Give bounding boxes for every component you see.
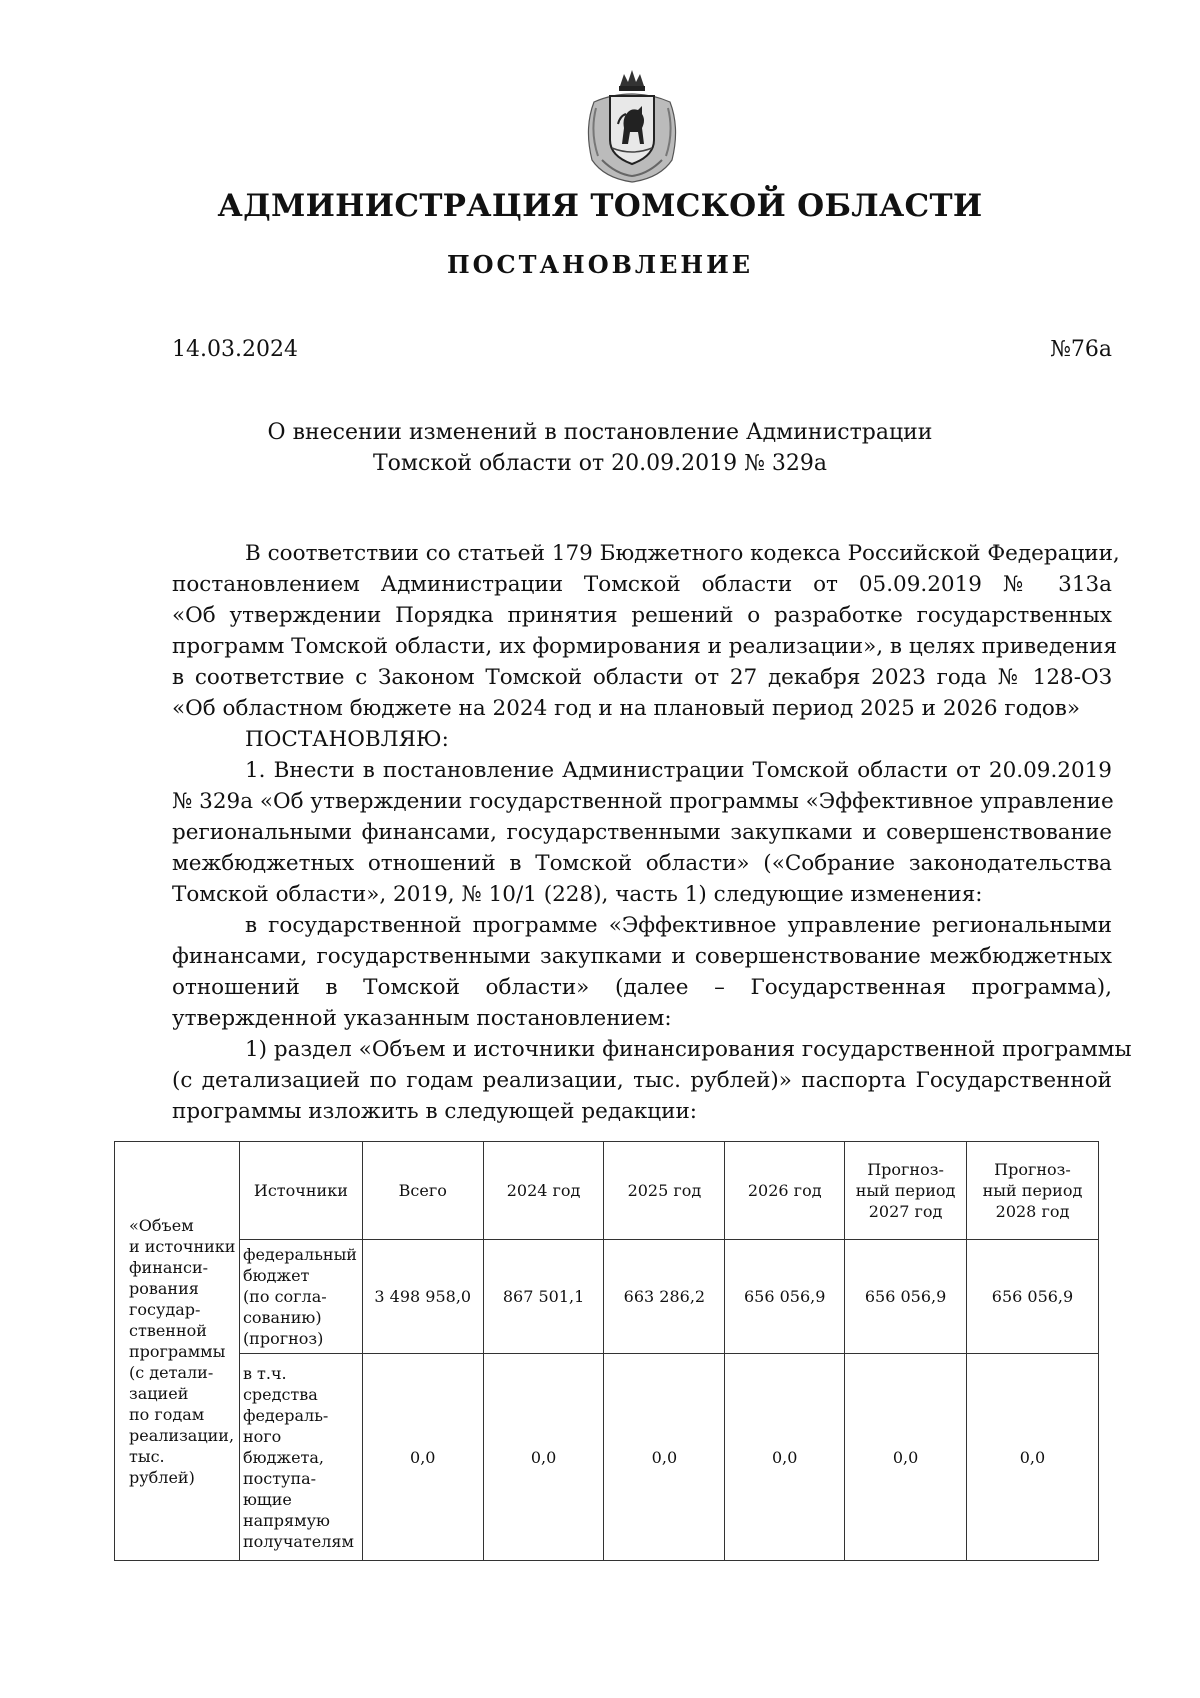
body-line: в соответствие с Законом Томской области от 27 декабря 2023 года № 128-ОЗ (172, 665, 1112, 690)
body-line: (с детализацией по годам реализации, тыс. рублей)» паспорта Государственной (172, 1068, 1112, 1093)
header-2024 (483, 1142, 604, 1240)
source-label: федеральный бюджет (по согла- сованию) (прогноз) (242, 1245, 357, 1348)
document-subject (0, 417, 1200, 479)
header-label: Прогноз- ный период 2027 год (855, 1160, 956, 1221)
subject-line: Томской области от 20.09.2019 № 329а (372, 451, 828, 476)
body-line: программы изложить в следующей редакции: (172, 1099, 698, 1124)
header-2027 (845, 1142, 967, 1240)
value-cell: 3 498 958,0 (362, 1240, 483, 1354)
value-cell: 0,0 (483, 1354, 604, 1561)
body-line: региональными финансами, государственными закупками и совершенствование (172, 820, 1112, 845)
body-line: Томской области», 2019, № 10/1 (228), часть 1) следующие изменения: (172, 882, 983, 907)
body-line: отношений в Томской области» (далее – Государственная программа), (172, 975, 1112, 1000)
value-cell: 656 056,9 (725, 1240, 845, 1354)
value-cell: 0,0 (362, 1354, 483, 1561)
value-cell: 867 501,1 (483, 1240, 604, 1354)
value-cell: 656 056,9 (845, 1240, 967, 1354)
org-title: АДМИНИСТРАЦИЯ ТОМСКОЙ ОБЛАСТИ (217, 188, 983, 224)
header-label: Источники (253, 1181, 348, 1200)
document-type: ПОСТАНОВЛЕНИЕ (446, 250, 754, 279)
header-label: 2025 год (627, 1181, 702, 1200)
body-line: в государственной программе «Эффективное управление региональными (245, 913, 1112, 938)
body-line: В соответствии со статьей 179 Бюджетного кодекса Российской Федерации, (245, 541, 1120, 566)
value-cell: 0,0 (966, 1354, 1098, 1561)
header-label: Всего (398, 1181, 447, 1200)
value-cell: 656 056,9 (966, 1240, 1098, 1354)
body-line: межбюджетных отношений в Томской области» («Собрание законодательства (172, 851, 1112, 876)
source-label: в т.ч. средства федераль- ного бюджета, поступа- ющие напрямую получателям (242, 1363, 354, 1551)
body-line: 1) раздел «Объем и источники финансирования государственной программы (245, 1037, 1132, 1062)
lead-label: «Объем и источники финанси- рования государ- ственной программы (с детали- зацией по годам реализации, тыс. рублей) (129, 1215, 236, 1487)
table-lead-cell (115, 1142, 240, 1561)
header-2025 (604, 1142, 725, 1240)
body-line: финансами, государственными закупками и совершенствование межбюджетных (172, 944, 1112, 969)
header-label: 2026 год (747, 1181, 822, 1200)
body-line: постановлением Администрации Томской области от 05.09.2019 № 313а (172, 572, 1112, 597)
subject-line: О внесении изменений в постановление Администрации (267, 420, 933, 445)
header-label: Прогноз- ный период 2028 год (982, 1160, 1083, 1221)
value-cell: 663 286,2 (604, 1240, 725, 1354)
body-line: «Об утверждении Порядка принятия решений о разработке государственных (172, 603, 1112, 628)
header-sources (239, 1142, 362, 1240)
resolution-word: ПОСТАНОВЛЯЮ: (245, 727, 449, 752)
value-cell: 0,0 (725, 1354, 845, 1561)
table-header-row (115, 1142, 1099, 1240)
source-cell (239, 1354, 362, 1561)
document-number: №76а (1050, 337, 1112, 362)
body-line: программ Томской области, их формирования и реализации», в целях приведения (172, 634, 1118, 659)
body-line: № 329а «Об утверждении государственной программы «Эффективное управление (172, 789, 1114, 814)
financing-table (114, 1141, 1099, 1561)
body-line: утвержденной указанным постановлением: (172, 1006, 672, 1031)
coat-of-arms-icon (582, 68, 682, 186)
header-2028 (966, 1142, 1098, 1240)
document-body (172, 538, 1132, 1127)
source-cell (239, 1240, 362, 1354)
document-date: 14.03.2024 (172, 337, 298, 362)
table-row (115, 1240, 1099, 1354)
header-label: 2024 год (506, 1181, 581, 1200)
header-2026 (725, 1142, 845, 1240)
body-line: 1. Внести в постановление Администрации Томской области от 20.09.2019 (245, 758, 1112, 783)
value-cell: 0,0 (845, 1354, 967, 1561)
table-row (115, 1354, 1099, 1561)
value-cell: 0,0 (604, 1354, 725, 1561)
body-line: «Об областном бюджете на 2024 год и на плановый период 2025 и 2026 годов» (172, 696, 1081, 721)
header-total (362, 1142, 483, 1240)
